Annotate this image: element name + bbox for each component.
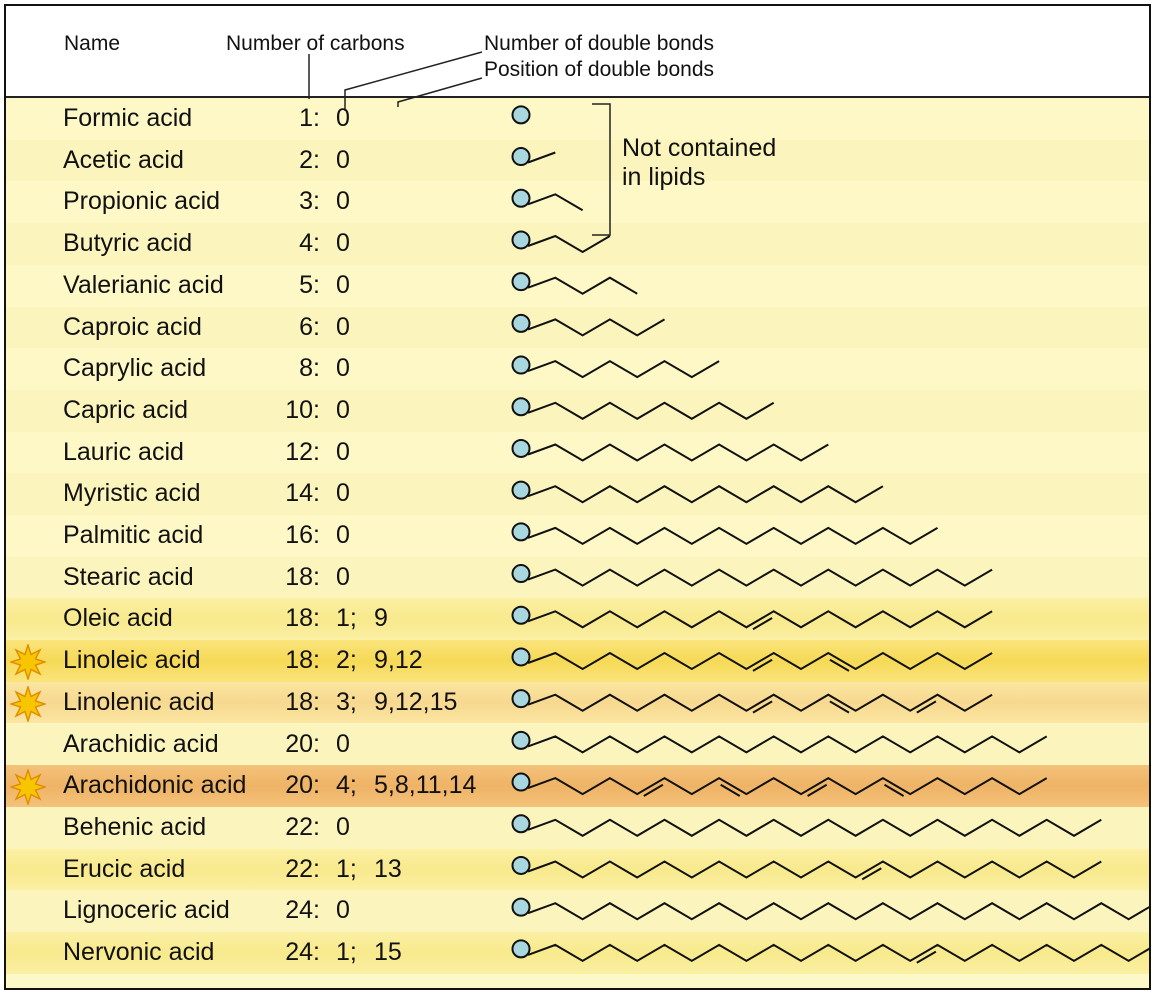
carbon-count: 24: — [285, 938, 320, 966]
carboxyl-head-icon — [513, 899, 530, 916]
chain-structure — [513, 607, 993, 629]
carboxyl-head-icon — [513, 273, 530, 290]
acid-name: Nervonic acid — [63, 938, 215, 966]
carbon-count: 1: — [299, 104, 320, 132]
double-bond-count: 1; — [336, 604, 357, 633]
acid-name: Arachidonic acid — [63, 771, 247, 800]
acid-name: Lauric acid — [63, 437, 184, 466]
double-bond — [644, 785, 663, 796]
diagram-overlay — [6, 6, 1151, 990]
carbon-count: 14: — [285, 479, 320, 508]
double-bond-count: 0 — [336, 187, 350, 216]
carboxyl-head-icon — [513, 940, 530, 957]
acid-name: Propionic acid — [63, 187, 221, 216]
double-bond-count: 0 — [336, 562, 350, 591]
double-bond-positions: 13 — [374, 854, 402, 883]
acid-name: Capric acid — [63, 395, 189, 424]
double-bond-count: 0 — [336, 437, 350, 466]
acid-name: Stearic acid — [63, 562, 194, 591]
chain-structure — [513, 440, 829, 461]
carboxyl-head-icon — [513, 190, 530, 207]
not-in-lipids-line2: in lipids — [622, 163, 706, 191]
double-bond — [753, 618, 772, 629]
double-bond-count: 0 — [336, 312, 350, 341]
double-bond-positions: 9 — [374, 604, 388, 633]
carboxyl-head-icon — [513, 857, 530, 874]
double-bond — [753, 660, 772, 671]
carbon-chain — [528, 820, 1101, 836]
double-bond-count: 4; — [336, 771, 357, 800]
double-bond — [808, 785, 827, 796]
carbon-chain — [528, 736, 1047, 752]
double-bond-count: 0 — [336, 354, 350, 383]
chain-structure — [513, 106, 530, 123]
double-bond — [917, 701, 936, 712]
carbon-chain — [528, 862, 1101, 878]
acid-name: Linoleic acid — [63, 646, 201, 675]
carbon-count: 2: — [299, 145, 320, 174]
carbon-chain — [528, 153, 555, 163]
acid-name: Oleic acid — [63, 604, 173, 633]
double-bonds-leader-line — [345, 52, 482, 111]
carboxyl-head-icon — [513, 774, 530, 791]
chain-structure — [513, 482, 883, 503]
acid-name: Formic acid — [63, 104, 193, 132]
chain-structure — [513, 357, 720, 378]
acid-name: Lignoceric acid — [63, 896, 230, 925]
double-bond-count: 2; — [336, 646, 357, 675]
carbon-chain — [528, 278, 637, 294]
double-bond-count: 0 — [336, 812, 350, 841]
chain-structure — [513, 315, 665, 336]
chain-structure — [513, 774, 1047, 796]
carbon-count: 18: — [285, 604, 320, 633]
double-bond — [885, 785, 904, 796]
carbon-chain — [528, 945, 1151, 961]
carboxyl-head-icon — [513, 523, 530, 540]
acid-name: Butyric acid — [63, 229, 193, 258]
carboxyl-head-icon — [513, 357, 530, 374]
double-bond-count: 0 — [336, 229, 350, 258]
double-bond-count: 1; — [336, 938, 357, 966]
chain-structure — [513, 857, 1102, 879]
double-bond-count: 0 — [336, 145, 350, 174]
carbon-chain — [528, 194, 583, 210]
acid-name: Palmitic acid — [63, 521, 204, 549]
carbon-count: 6: — [299, 312, 320, 341]
chain-structure — [513, 398, 774, 419]
double-bond-positions: 9,12,15 — [374, 687, 458, 716]
chain-structure — [513, 690, 993, 712]
acid-name: Erucic acid — [63, 854, 186, 883]
acid-name: Arachidic acid — [63, 729, 219, 758]
chain-structure — [513, 565, 993, 586]
double-bond-count: 0 — [336, 521, 350, 549]
carbon-chain — [528, 778, 1047, 794]
carboxyl-head-icon — [513, 690, 530, 707]
carbon-count: 18: — [285, 562, 320, 591]
carboxyl-head-icon — [513, 148, 530, 165]
header-name: Name — [64, 32, 121, 55]
double-bond-count: 3; — [336, 687, 357, 716]
header-carbons: Number of carbons — [226, 32, 405, 55]
carbon-chain — [528, 319, 665, 335]
acid-name: Valerianic acid — [63, 270, 224, 299]
carbon-count: 12: — [285, 437, 320, 466]
double-bond-count: 0 — [336, 479, 350, 508]
header-positions: Position of double bonds — [484, 58, 715, 81]
carbon-count: 3: — [299, 187, 320, 216]
chain-structure — [513, 190, 583, 211]
double-bond — [830, 701, 849, 712]
double-bond — [862, 868, 881, 879]
carbon-count: 22: — [285, 854, 320, 883]
chain-structure — [513, 732, 1047, 753]
double-bond — [830, 660, 849, 671]
acid-name: Acetic acid — [63, 145, 184, 174]
carbon-count: 22: — [285, 812, 320, 841]
carboxyl-head-icon — [513, 231, 530, 248]
double-bond-positions: 15 — [374, 938, 402, 966]
carboxyl-head-icon — [513, 815, 530, 832]
chain-structure — [513, 273, 638, 294]
acid-name: Caprylic acid — [63, 354, 207, 383]
double-bond-count: 1; — [336, 854, 357, 883]
chain-structure — [513, 815, 1102, 836]
fatty-acid-table — [4, 4, 1151, 990]
double-bond-count: 0 — [336, 270, 350, 299]
acid-name: Caproic acid — [63, 312, 202, 341]
not-in-lipids-bracket — [592, 104, 610, 235]
double-bond-count: 0 — [336, 729, 350, 758]
carboxyl-head-icon — [513, 607, 530, 624]
carbon-count: 8: — [299, 354, 320, 383]
double-bond-count: 0 — [336, 896, 350, 925]
carbon-count: 24: — [285, 896, 320, 925]
carbon-count: 16: — [285, 521, 320, 549]
positions-leader-line — [398, 78, 482, 107]
carbon-count: 10: — [285, 395, 320, 424]
chain-structure — [513, 899, 1152, 920]
carbon-count: 20: — [285, 729, 320, 758]
carboxyl-head-icon — [513, 565, 530, 582]
chain-structure — [513, 940, 1152, 962]
carbon-chain — [528, 486, 883, 502]
double-bond — [917, 952, 936, 963]
double-bond-positions: 9,12 — [374, 646, 423, 675]
carbon-count: 20: — [285, 771, 320, 800]
chain-structure — [513, 148, 556, 165]
acid-name: Linolenic acid — [63, 687, 215, 716]
carboxyl-head-icon — [513, 440, 530, 457]
acid-name: Behenic acid — [63, 812, 207, 841]
chain-structure — [513, 648, 993, 670]
double-bond-positions: 5,8,11,14 — [374, 771, 477, 800]
carbon-chain — [528, 903, 1151, 919]
carboxyl-head-icon — [513, 106, 530, 123]
carbon-count: 18: — [285, 646, 320, 675]
double-bond — [753, 701, 772, 712]
carboxyl-head-icon — [513, 648, 530, 665]
carbon-chain — [528, 570, 992, 586]
carbon-chain — [528, 445, 828, 461]
carbon-count: 4: — [299, 229, 320, 258]
acid-name: Myristic acid — [63, 479, 201, 508]
carbon-count: 18: — [285, 687, 320, 716]
carbon-chain — [528, 361, 719, 377]
carbon-chain — [528, 528, 938, 544]
carboxyl-head-icon — [513, 315, 530, 332]
carboxyl-head-icon — [513, 482, 530, 499]
double-bond — [721, 785, 740, 796]
carboxyl-head-icon — [513, 398, 530, 415]
double-bond-count: 0 — [336, 395, 350, 424]
carboxyl-head-icon — [513, 732, 530, 749]
carbon-chain — [528, 236, 610, 252]
not-in-lipids-line1: Not contained — [622, 134, 777, 162]
header-double-bonds: Number of double bonds — [484, 32, 714, 55]
double-bond-count: 0 — [336, 104, 350, 132]
carbon-count: 5: — [299, 270, 320, 299]
carbon-chain — [528, 403, 774, 419]
chain-structure — [513, 523, 938, 544]
